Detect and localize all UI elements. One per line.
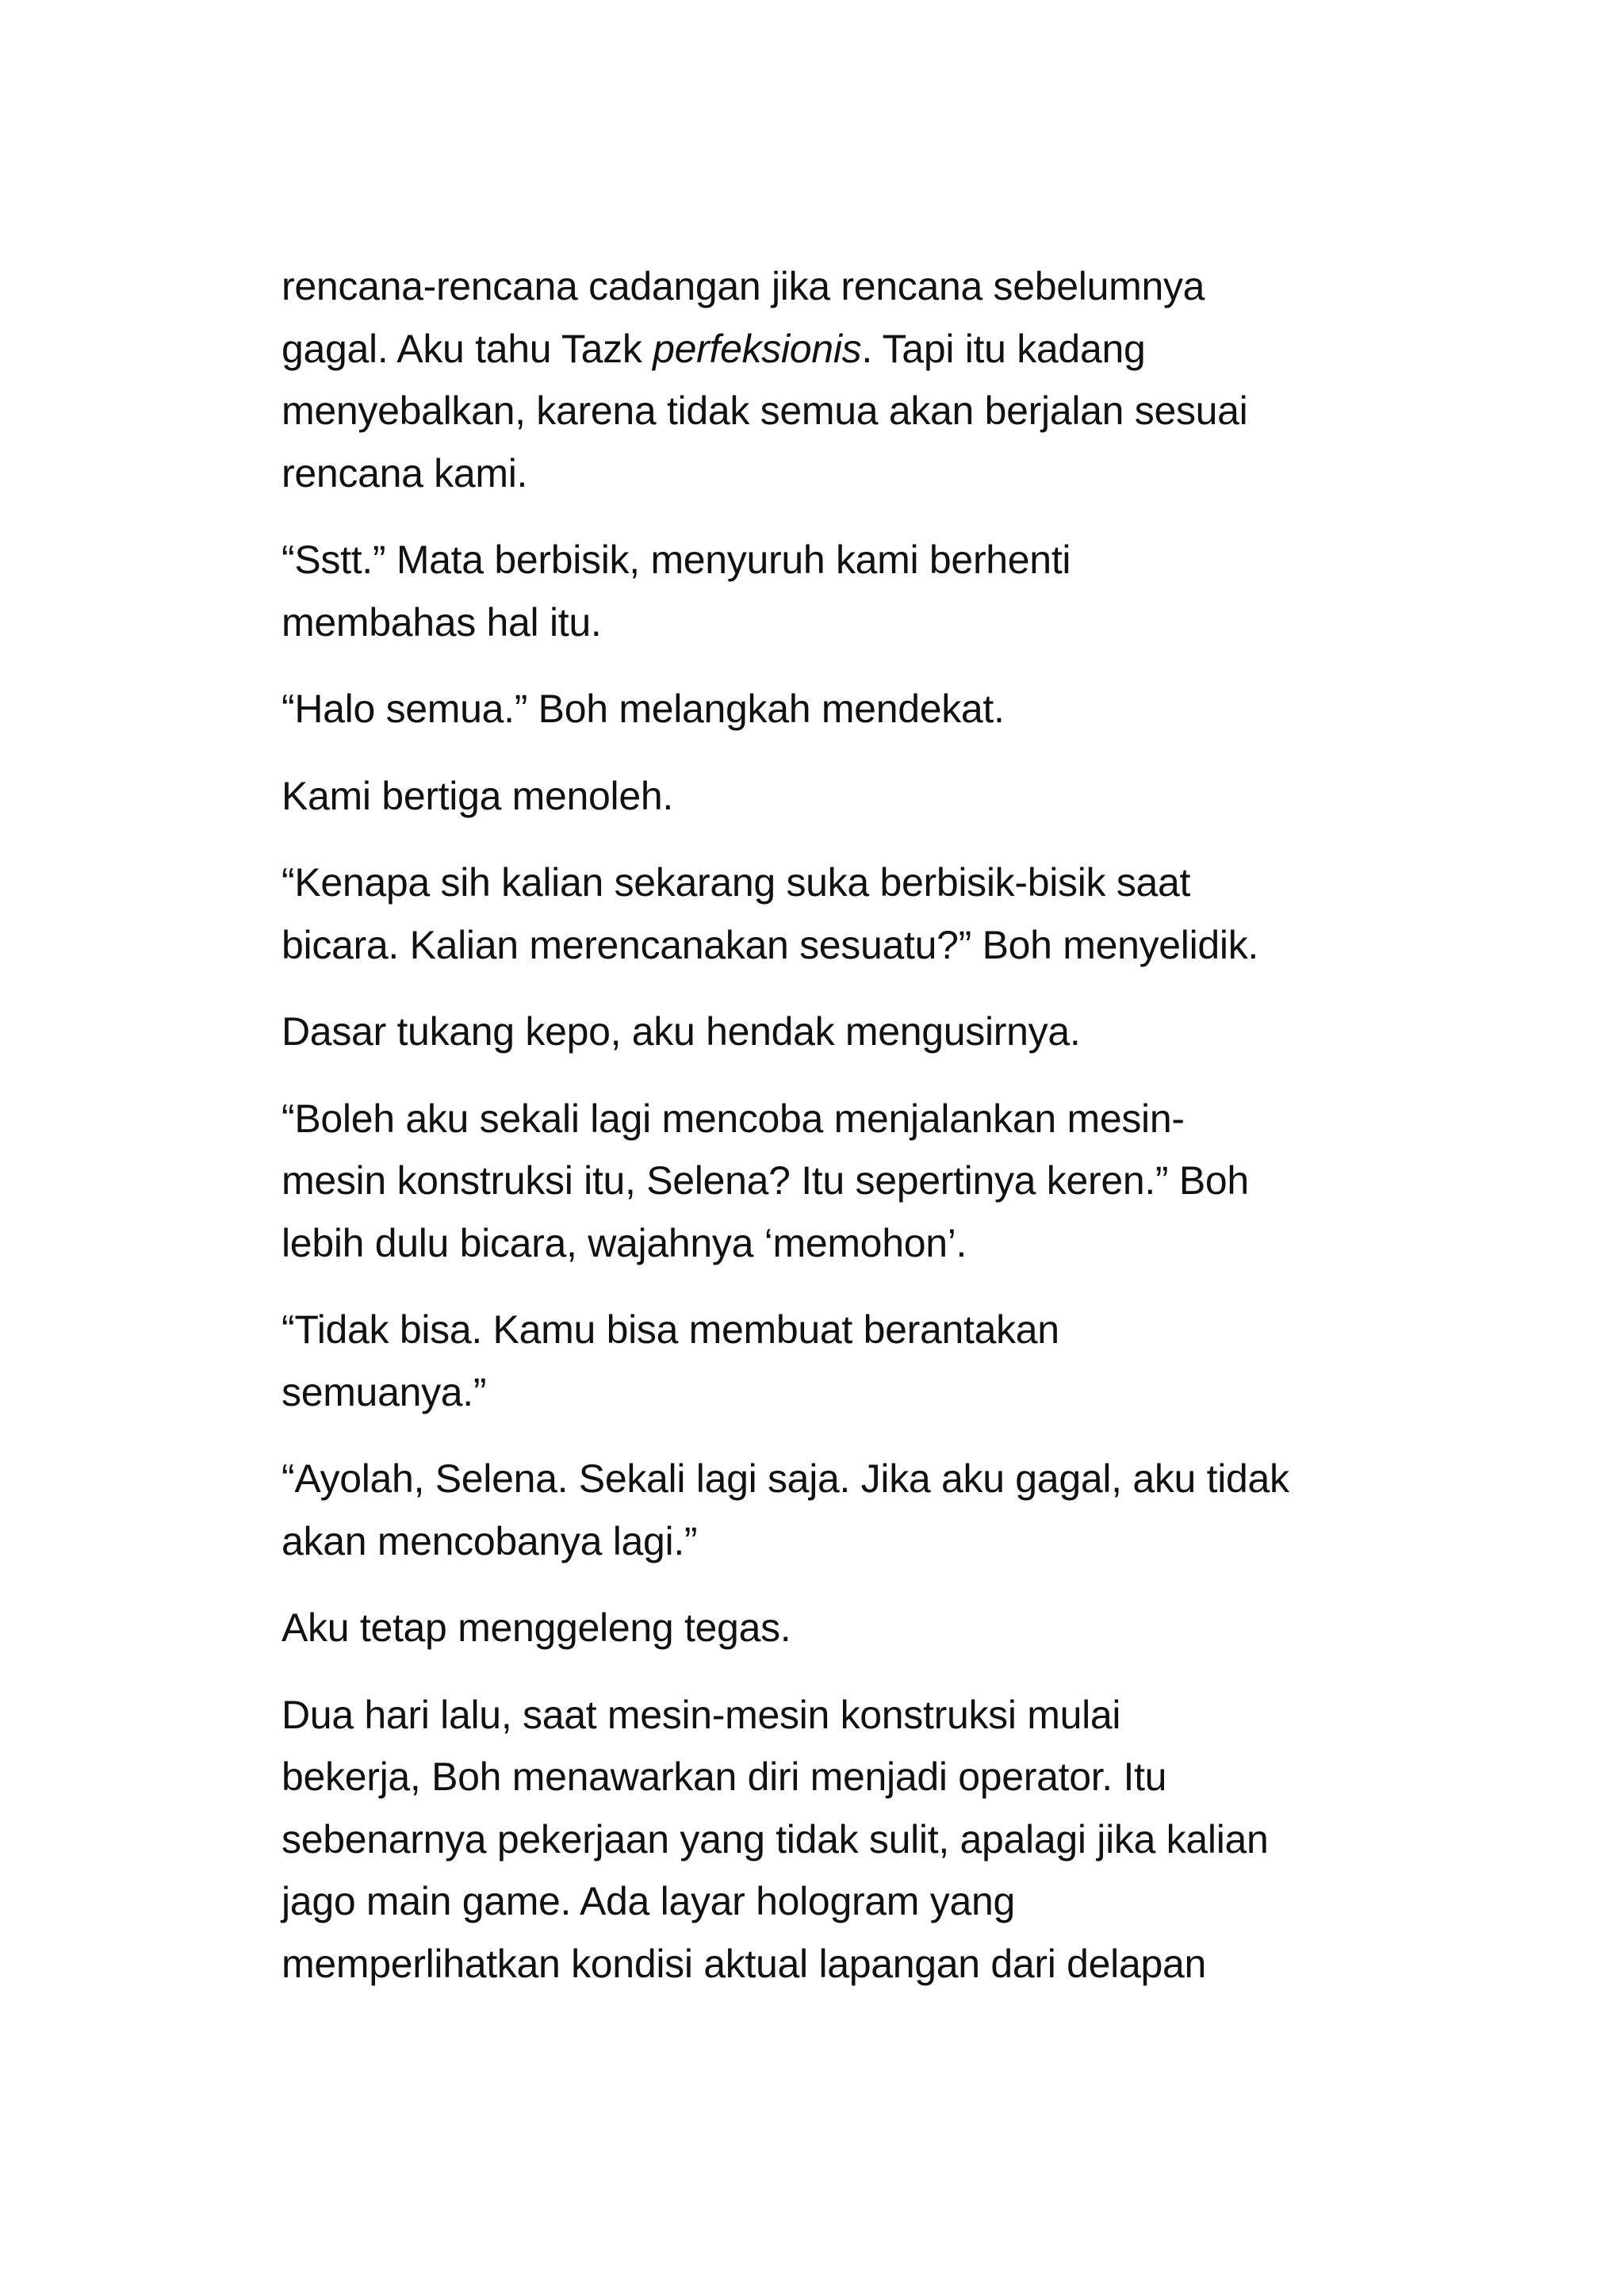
- text-run: . Tapi itu kadang: [861, 326, 1146, 371]
- text-line: lebih dulu bicara, wajahnya ‘memohon’.: [282, 1220, 967, 1265]
- text-line: membahas hal itu.: [282, 599, 602, 645]
- text-line: bekerja, Boh menawarkan diri menjadi operator. Itu: [282, 1755, 1167, 1799]
- text-line: Aku tetap menggeleng tegas.: [282, 1605, 791, 1650]
- paragraph: [282, 1597, 1360, 1659]
- text-line: “Halo semua.” Boh melangkah mendekat.: [282, 687, 1005, 731]
- text-line: bicara. Kalian merencanakan sesuatu?” Boh menyelidik.: [282, 922, 1259, 967]
- text-line: menyebalkan, karena tidak semua akan berjalan sesuai: [282, 388, 1248, 433]
- text-line: “Boleh aku sekali lagi mencoba menjalankan mesin-: [282, 1096, 1185, 1141]
- paragraph: [282, 529, 1360, 653]
- text-line: jago main game. Ada layar hologram yang: [282, 1879, 1015, 1923]
- paragraph: [282, 678, 1360, 740]
- text-line: “Sstt.” Mata berbisik, menyuruh kami berhenti: [282, 538, 1071, 582]
- text-line: “Ayolah, Selena. Sekali lagi saja. Jika aku gagal, aku tidak: [282, 1456, 1289, 1501]
- text-line: Dasar tukang kepo, aku hendak mengusirnya.: [282, 1009, 1081, 1054]
- text-line: rencana kami.: [282, 450, 528, 496]
- text-line: semuanya.”: [282, 1369, 487, 1414]
- text-line: akan mencobanya lagi.”: [282, 1518, 698, 1563]
- text-run: gagal. Aku tahu Tazk: [282, 326, 653, 371]
- paragraph: [282, 765, 1360, 828]
- text-line: rencana-rencana cadangan jika rencana sebelumnya: [282, 264, 1205, 308]
- text-line: sebenarnya pekerjaan yang tidak sulit, apalagi jika kalian: [282, 1816, 1269, 1862]
- paragraph: [282, 1088, 1360, 1275]
- text-line: Dua hari lalu, saat mesin-mesin konstruksi mulai: [282, 1692, 1121, 1737]
- text-line: “Kenapa sih kalian sekarang suka berbisik-bisik saat: [282, 860, 1191, 905]
- text-line: mesin konstruksi itu, Selena? Itu sepertinya keren.” Boh: [282, 1158, 1249, 1203]
- paragraph: [282, 1448, 1360, 1572]
- text-line: memperlihatkan kondisi aktual lapangan dari delapan: [282, 1941, 1207, 1986]
- paragraph: [282, 1001, 1360, 1063]
- text-line: Kami bertiga menoleh.: [282, 773, 673, 818]
- body-text: [282, 255, 1360, 2019]
- paragraph: [282, 1684, 1360, 1996]
- text-line: “Tidak bisa. Kamu bisa membuat berantakan: [282, 1307, 1059, 1352]
- paragraph: [282, 255, 1360, 504]
- paragraph: [282, 851, 1360, 976]
- italic-term: perfeksionis: [653, 326, 862, 371]
- text-line: [282, 318, 1360, 381]
- paragraph: [282, 1299, 1360, 1423]
